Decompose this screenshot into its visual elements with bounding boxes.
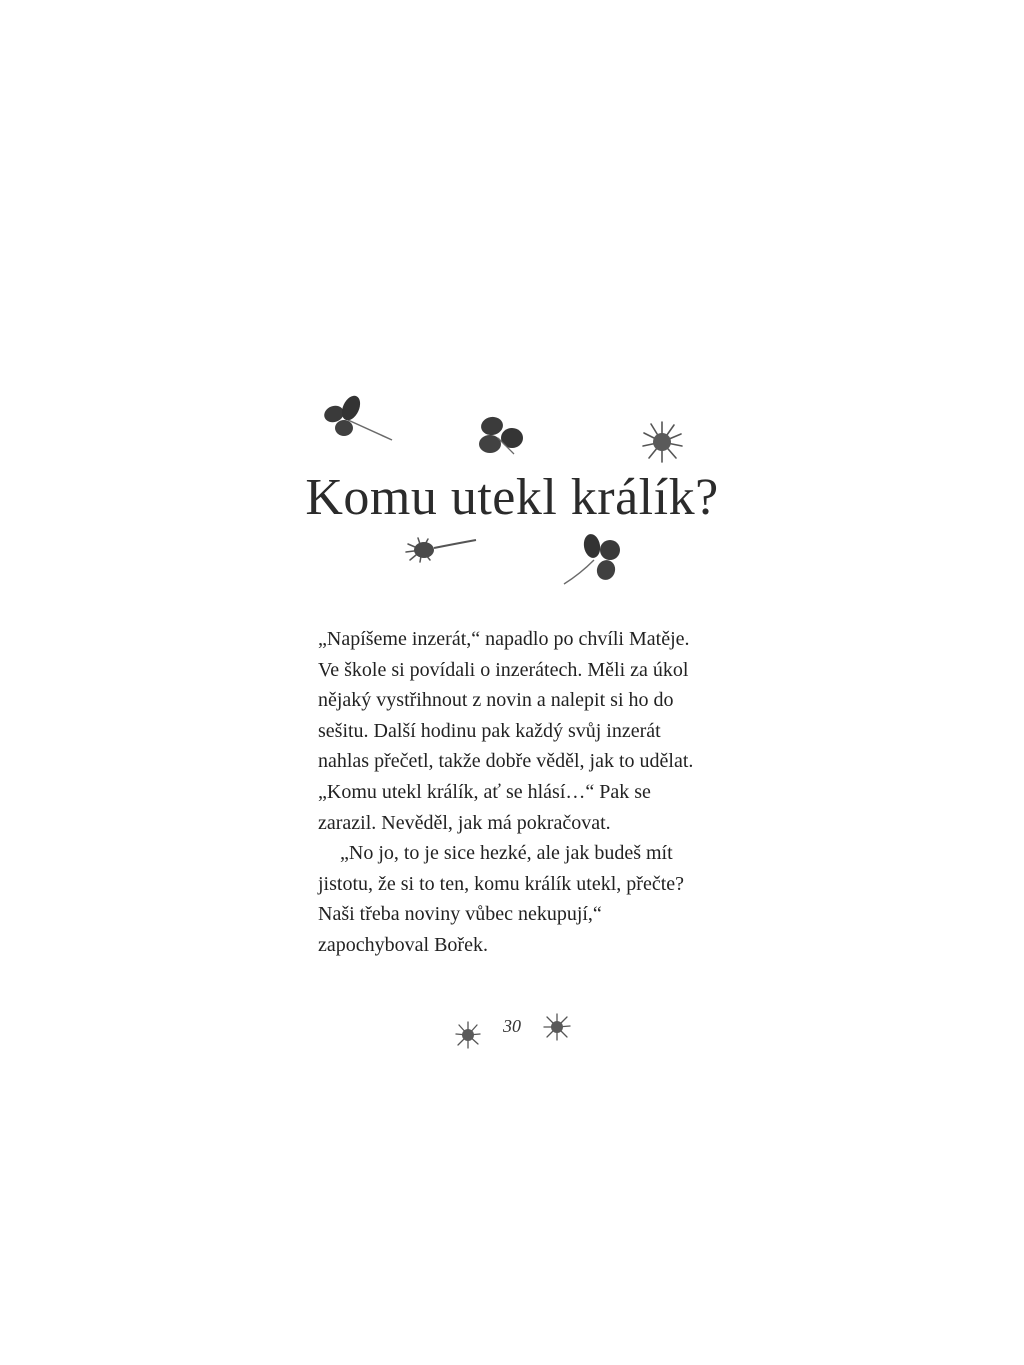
- body-line: nějaký vystřihnout z novin a nalepit si ho do: [318, 689, 674, 712]
- clover-leaf-icon: [560, 532, 628, 588]
- clover-leaf-icon: [320, 392, 400, 450]
- clover-leaf-icon: [474, 412, 530, 458]
- body-line: nahlas přečetl, takže dobře věděl, jak to udělat.: [318, 750, 694, 773]
- body-line: Naši třeba noviny vůbec nekupují,“: [318, 903, 602, 926]
- clover-flower-icon: [404, 534, 480, 564]
- body-line: zapochyboval Bořek.: [318, 933, 488, 956]
- page-number: 30: [503, 1016, 521, 1036]
- body-line: „Napíšeme inzerát,“ napadlo po chvíli Matěje.: [318, 628, 690, 650]
- clover-flower-icon: [542, 1012, 572, 1042]
- clover-flower-icon: [640, 418, 688, 464]
- body-line: zarazil. Nevěděl, jak má pokračovat.: [318, 811, 611, 834]
- body-line: „Komu utekl králík, ať se hlásí…“ Pak se: [318, 780, 651, 803]
- body-line: jistotu, že si to ten, komu králík utekl, přečte?: [318, 872, 685, 895]
- body-line: sešitu. Další hodinu pak každý svůj inzerát: [318, 719, 661, 742]
- chapter-title: Komu utekl králík?: [305, 469, 719, 526]
- body-paragraphs: [318, 624, 738, 961]
- body-line: Ve škole si povídali o inzerátech. Měli za úkol: [318, 658, 689, 681]
- body-line: „No jo, to je sice hezké, ale jak budeš mít: [340, 842, 673, 865]
